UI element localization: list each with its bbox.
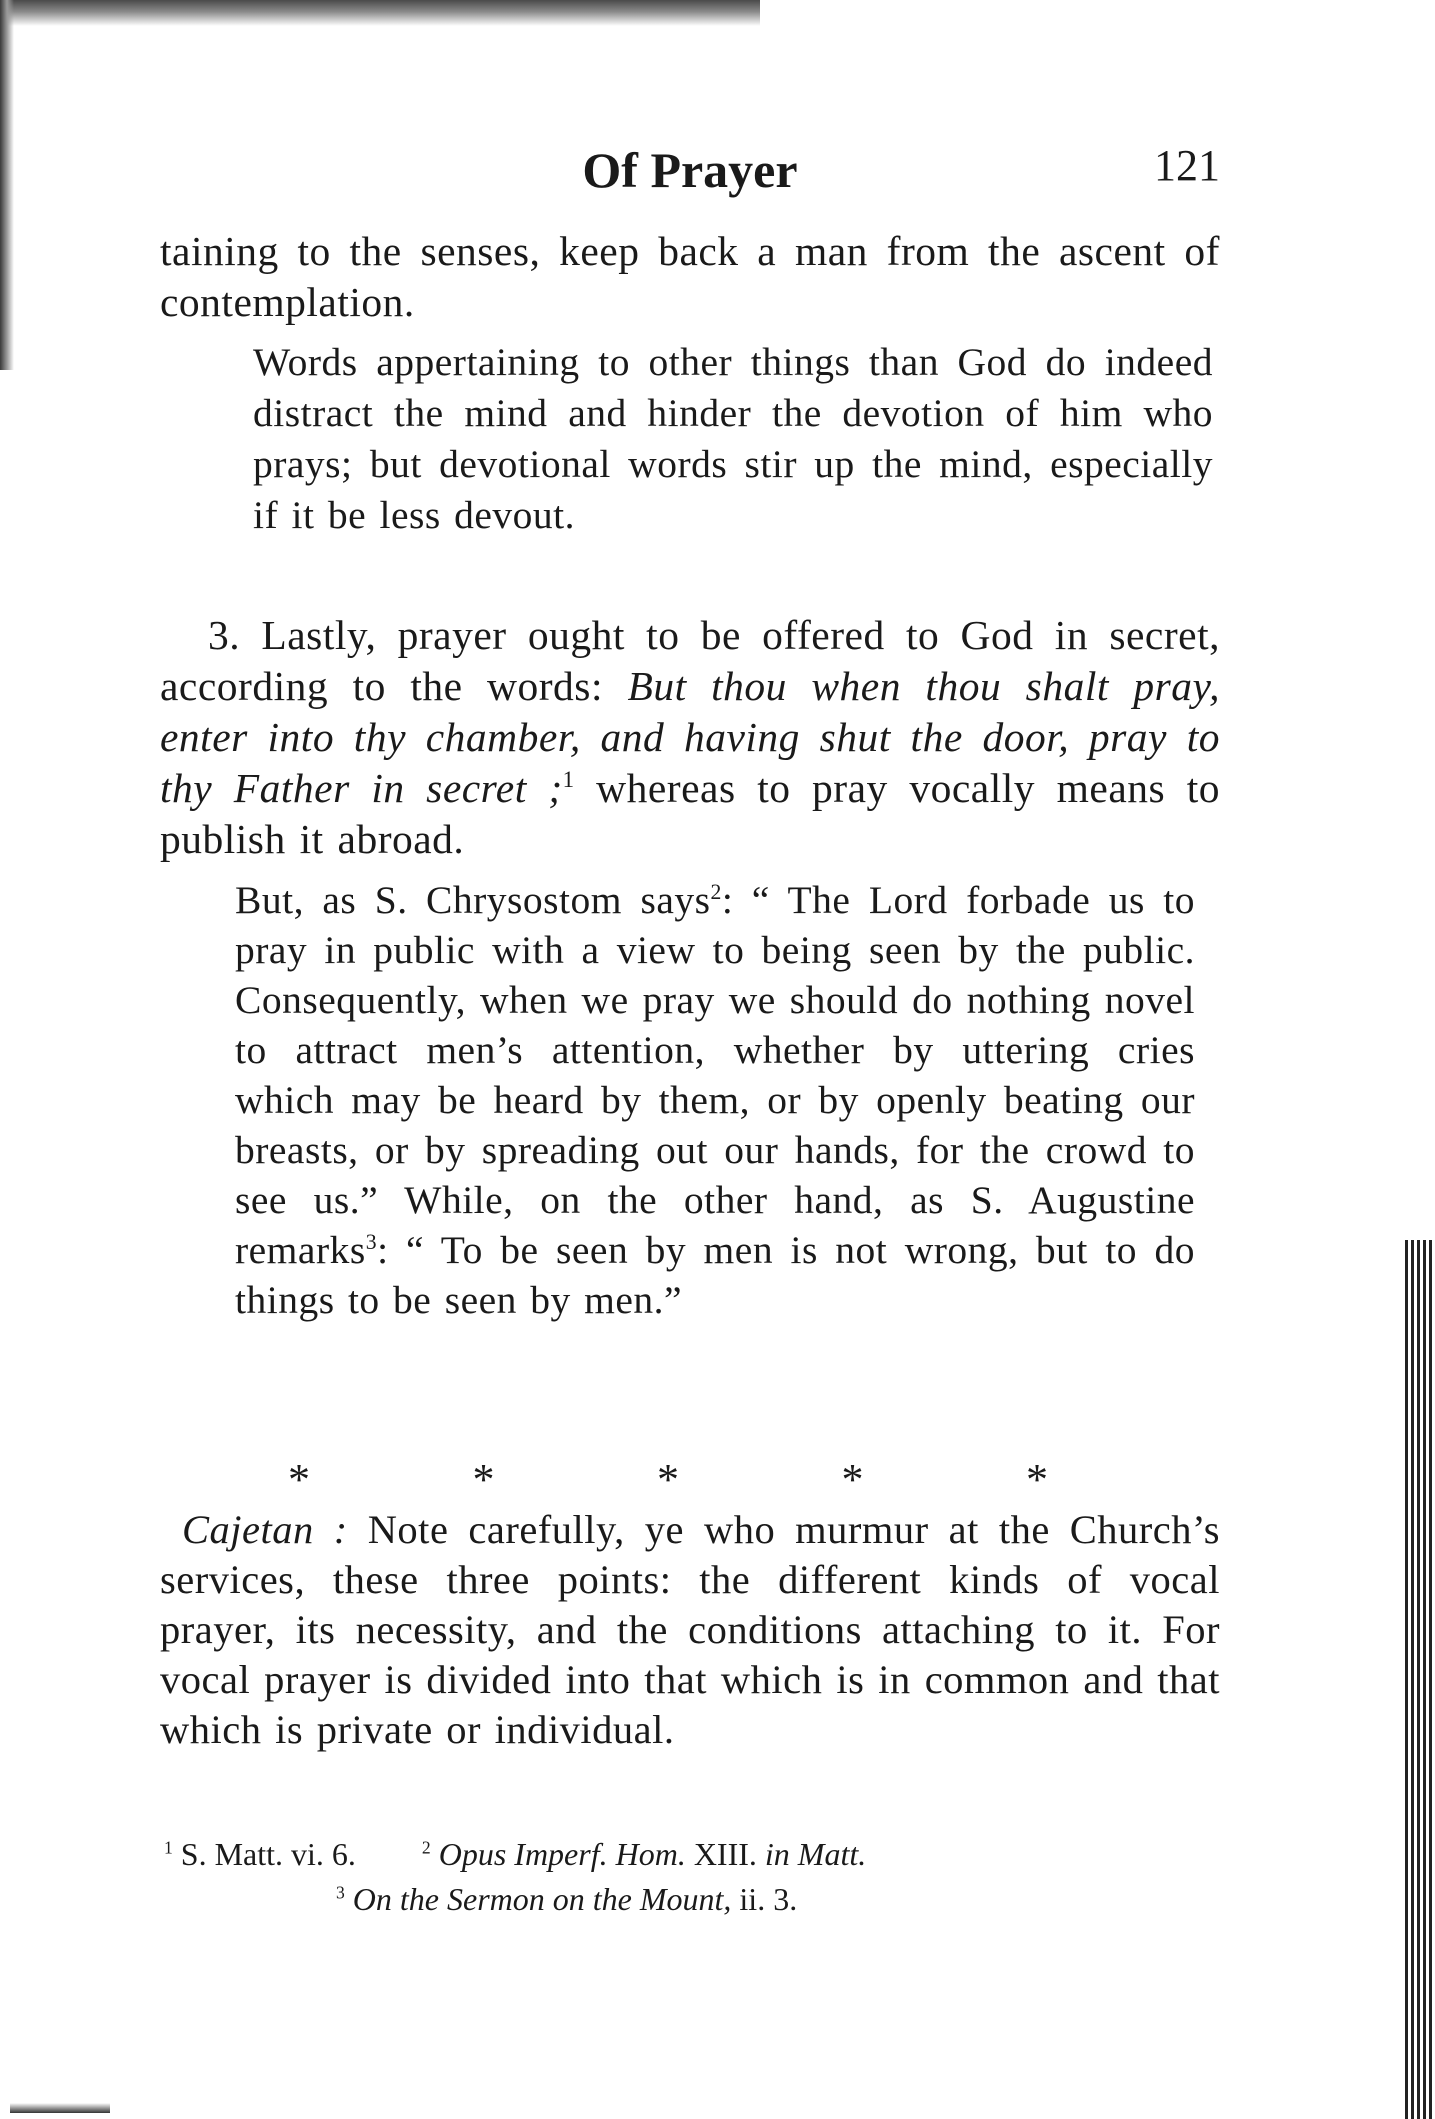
indented-commentary-paragraph [253,337,1213,541]
page-header [160,140,1220,210]
numbered-paragraph-3 [160,610,1220,865]
cajetan-commentary-paragraph [160,1505,1220,1755]
footnote-3-title: On the Sermon on the Mount, [352,1881,732,1917]
footnote-mark-1: 1 [164,1837,173,1858]
footnote-ref-3: 3 [365,1229,378,1254]
footnote-line [160,1832,1220,1877]
paragraph-text: But, as S. Chrysostom says [235,878,711,922]
footnote-1-text: S. Matt. vi. 6. [180,1836,356,1872]
paragraph-text-continued: : “ The Lord forbade us to pray in public with a view to being seen by the public. Consequently, when we pray we should do nothing novel to attract men’s attention, whether by uttering cries which may be heard by them, or by openly beating our breasts, or by spreading out our hands, for the crowd to see us.” While, on the other hand, as S. Augustine remarks [235,878,1195,1272]
page-number: 121 [1154,141,1220,190]
scripture-quotation: But thou when thou shalt pray, enter into thy chamber, and having shut the door, pray to thy Father in secret ; [160,663,1221,811]
paragraph-text: Words appertaining to other things than God do indeed distract the mind and hinder the devotion of him who prays; but devotional words stir up the mind, especially if it be less devout. [253,340,1213,537]
footnotes [160,1832,1220,1922]
footnote-2-tail: in Matt. [764,1836,867,1872]
paragraph-text-end: : “ To be seen by men is not wrong, but to do things to be seen by men.” [235,1228,1195,1322]
paragraph-text-continued: whereas to pray vocally means to publish it abroad. [160,765,1221,862]
running-title: Of Prayer [582,142,798,198]
footnote-mark-2: 2 [421,1837,431,1858]
page-edge-shadow-left [0,0,14,370]
footnote-ref-1: 1 [562,767,575,793]
footnote-mark-3: 3 [336,1882,345,1903]
footnote-ref-2: 2 [710,879,722,904]
paragraph-text: Note carefully, ye who murmur at the Church’s services, these three points: the different kinds of vocal prayer, its necessity, and the conditions attaching to it. For vocal prayer is divided into that which is in common and that which is private or individual. [160,1507,1221,1752]
paragraph-number: 3. [208,612,241,658]
separator-asterisk: * [288,1455,310,1504]
separator-asterisk: * [841,1455,864,1504]
paragraph-text: Lastly, prayer ought to be offered to God in secret, according to the words: [160,612,1220,709]
separator-asterisk: * [1026,1455,1048,1504]
paragraph-continuation [160,226,1220,328]
separator-asterisk: * [472,1455,495,1504]
section-separator [288,1455,1048,1505]
footnote-2-number: XIII. [693,1836,757,1872]
indented-quotation-paragraph [235,875,1195,1325]
footnote-line [160,1877,1220,1922]
commentator-name: Cajetan : [182,1507,348,1552]
page-edge-shadow-top [0,0,760,26]
footnote-2-title: Opus Imperf. Hom. [438,1836,686,1872]
separator-asterisk: * [657,1455,679,1504]
book-spine-edge [1405,1240,1435,2119]
page-edge-shadow-bottom [10,2103,110,2113]
footnote-3-tail: ii. 3. [739,1881,798,1917]
paragraph-text: taining to the senses, keep back a man from the ascent of contemplation. [160,228,1220,325]
